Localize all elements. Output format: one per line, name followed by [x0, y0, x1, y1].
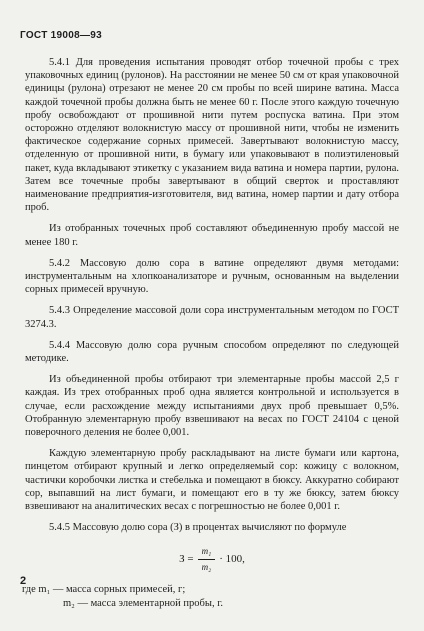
legend-line-m1: где m₁ — масса сорных примесей, г;	[22, 583, 186, 595]
formula-legend	[22, 583, 399, 611]
paragraph-elementary-samples: Из объединенной пробы отбирают три элементарные пробы массой 2,5 г каждая. Из трех отобранных проб одна является контрольной и используется в случае, если расхождение между испытаниями двух проб превышает 0,5%. Отобранную элементарную пробу взвешивают на весах по ГОСТ 24104 с ценой поверочного деления не более 0,001.	[25, 374, 399, 439]
formula-numerator: m₁	[198, 545, 216, 560]
paragraph-5-4-2: 5.4.2 Массовую долю сора в ватине определяют двумя методами: инструментальным на хлопкоанализаторе и ручным, основанным на выделении сорных примесей вручную.	[25, 257, 399, 296]
paragraph-5-4-3: 5.4.3 Определение массовой доли сора инструментальным методом по ГОСТ 3274.3.	[25, 305, 399, 330]
formula	[25, 545, 399, 574]
formula-lhs: З =	[179, 552, 194, 565]
document-body	[22, 56, 399, 611]
page-number: 2	[20, 575, 27, 587]
formula-rhs: · 100,	[219, 552, 245, 565]
paragraph-manual-method: Каждую элементарную пробу раскладывают на листе бумаги или картона, пинцетом отбирают крупный и легко определяемый сор: кожицу с волокном, частички коробочки листка и стебелька и помещают в бюксу. Аккуратно собирают сор, выпавший на лист бумаги, и помещают его в ту же бюксу, затем бюксу взвешивают на аналитических весах с погрешностью не более 0,001 г.	[25, 448, 399, 513]
formula-fraction	[198, 545, 216, 574]
paragraph-combined-sample: Из отобранных точечных проб составляют объединенную пробу массой не менее 180 г.	[25, 223, 399, 248]
legend-line-m2: m₂ — масса элементарной пробы, г.	[63, 597, 223, 609]
document-header: ГОСТ 19008—93	[20, 30, 103, 41]
paragraph-5-4-5: 5.4.5 Массовую долю сора (З) в процентах вычисляют по формуле	[49, 522, 347, 534]
paragraph-5-4-4: 5.4.4 Массовую долю сора ручным способом определяют по следующей методике.	[25, 339, 399, 365]
paragraph-5-4-1: 5.4.1 Для проведения испытания проводят отбор точечной пробы с трех упаковочных единиц (рулонов). На расстоянии не менее 50 см от края упаковочной единицы (рулона) отрезают не менее 20 см пробы по всей ширине ватина. Масса каждой точечной пробы должна быть не менее 60 г. После этого каждую точечную пробу освобождают от прошивной нити путем роспуска ватина. При этом осторожно отделяют волокнистую массу от прошивной нити, чтобы не изменить фактическое содержание сорных примесей. Завертывают волокнистую массу, отделенную от прошивной нити, в бумагу или упаковывают в полиэтиленовый пакет, куда вкладывают этикетку с указанием вида ватина и номера партии, рулона. Затем все точечные пробы завертывают в общий сверток и проставляют наименование предприятия-изготовителя, вид ватина, номер партии и дату отбора проб.	[25, 57, 399, 214]
formula-denominator: m₂	[201, 561, 212, 572]
